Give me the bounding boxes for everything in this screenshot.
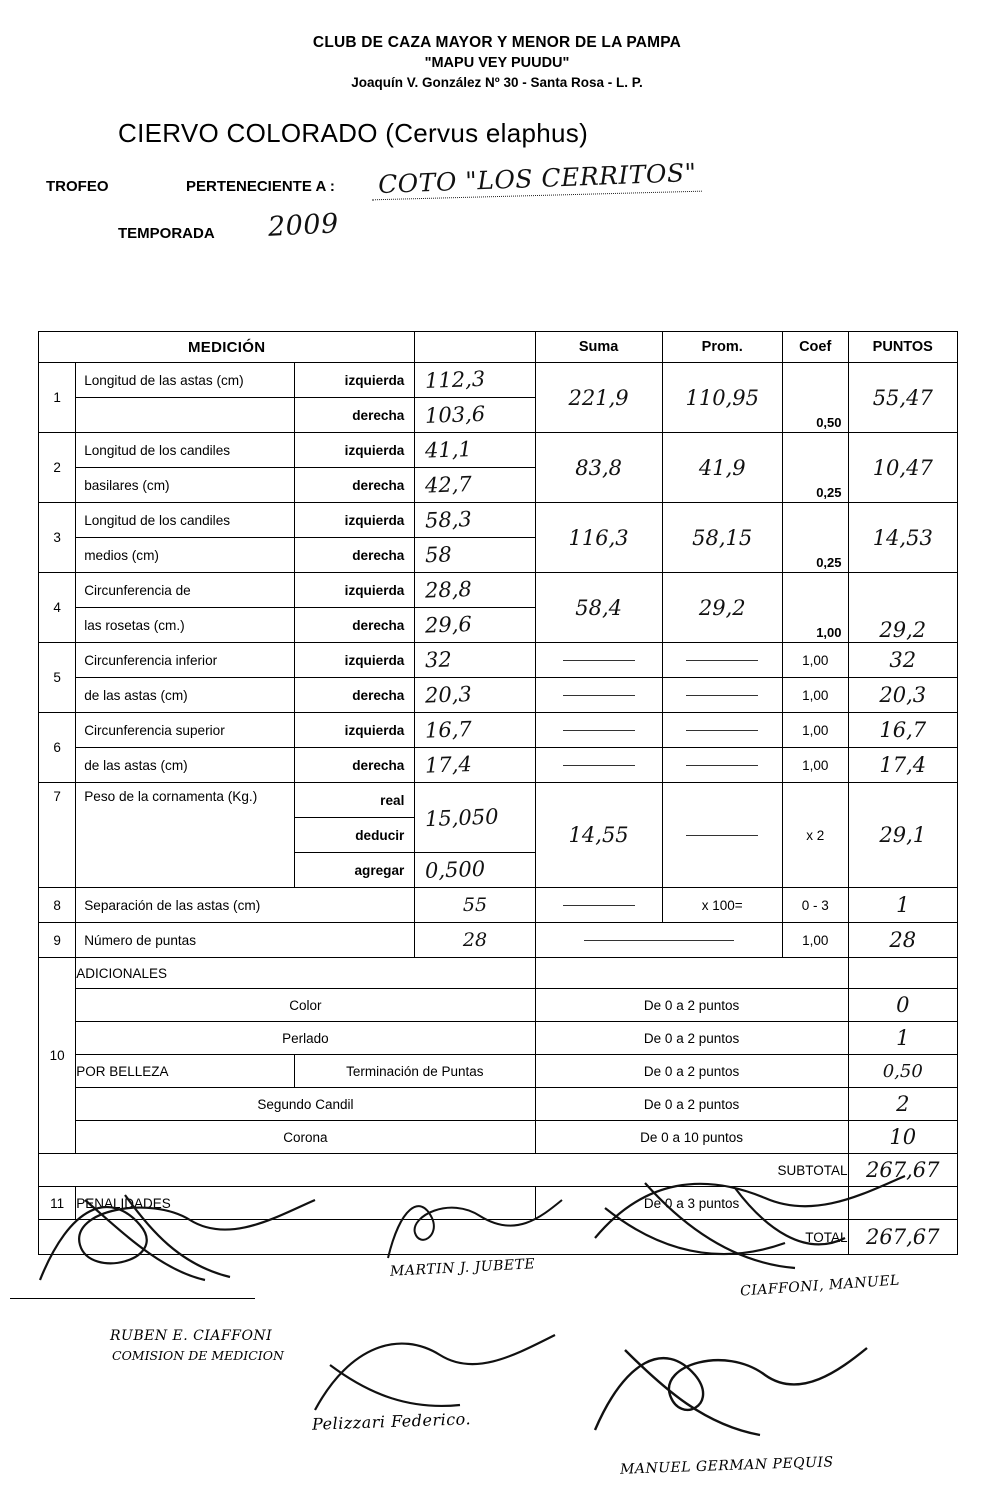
adicional-range: De 0 a 2 puntos — [535, 1022, 848, 1055]
row-side-right — [294, 468, 414, 503]
adicional-value — [848, 1121, 957, 1154]
row-side-left — [294, 643, 414, 678]
row-prom — [662, 503, 782, 573]
row-prom — [662, 433, 782, 503]
table-row — [39, 748, 958, 783]
table-row — [39, 643, 958, 678]
row-coef — [782, 363, 848, 433]
total-value-text: 267,67 — [866, 1225, 940, 1249]
row-value: 42,7 — [424, 472, 473, 498]
adicional-value-text: 0,50 — [882, 1060, 923, 1082]
empty-dash — [563, 905, 635, 906]
row-desc2 — [76, 468, 295, 503]
row-side-left — [294, 503, 414, 538]
adicional-value — [848, 1088, 957, 1121]
row-side-label: deducir — [355, 827, 405, 843]
signature-area — [0, 1150, 994, 1491]
row-coef: 0 - 3 — [782, 888, 848, 923]
row-side-right — [294, 748, 414, 783]
row-desc-text: Circunferencia superior — [84, 722, 225, 738]
row-desc — [76, 503, 295, 538]
row-desc-text: medios (cm) — [84, 547, 159, 563]
row-value-right — [415, 468, 535, 503]
row-side-agregar — [294, 853, 414, 888]
page-title: CIERVO COLORADO (Cervus elaphus) — [118, 118, 589, 148]
row-coef: x 2 — [782, 783, 848, 888]
table-row — [39, 888, 958, 923]
row-puntos — [848, 713, 957, 748]
penalidades-range: De 0 a 3 puntos — [535, 1187, 848, 1220]
row-prom — [662, 573, 782, 643]
row-suma-value: 83,8 — [575, 455, 622, 480]
row-suma — [535, 888, 662, 923]
row-value-left — [415, 503, 535, 538]
row-number: 1 — [39, 363, 76, 433]
adicional-value-text: 10 — [889, 1125, 917, 1149]
row-suma-value: 116,3 — [568, 525, 629, 550]
table-header-row — [39, 332, 958, 363]
row-number: 3 — [39, 503, 76, 573]
row-desc-text: las rosetas (cm.) — [84, 617, 185, 633]
row-side-label: izquierda — [344, 372, 405, 388]
row-value: 20,3 — [424, 682, 473, 708]
row-suma — [535, 678, 662, 713]
row-prom — [662, 748, 782, 783]
adicional-value — [848, 1022, 957, 1055]
row-suma — [535, 713, 662, 748]
row-value-right — [415, 398, 535, 433]
row-desc2 — [76, 398, 295, 433]
row-value-weight — [415, 783, 535, 853]
row-side-label: derecha — [352, 547, 405, 563]
row-puntos — [848, 678, 957, 713]
adicional-range: De 0 a 2 puntos — [535, 989, 848, 1022]
header-suma: Suma — [535, 332, 662, 363]
row-side-right — [294, 678, 414, 713]
row-side-left — [294, 713, 414, 748]
adicional-label: Terminación de Puntas — [294, 1055, 535, 1088]
row-value-left — [415, 363, 535, 398]
adicional-value — [848, 989, 957, 1022]
header-prom: Prom. — [662, 332, 782, 363]
row-value — [415, 923, 535, 958]
row-puntos — [848, 888, 957, 923]
perteneciente-label: PERTENECIENTE A : — [186, 178, 335, 195]
adicional-value — [848, 1055, 957, 1088]
row-value: 41,1 — [424, 437, 473, 463]
adicional-label: Segundo Candil — [76, 1088, 535, 1121]
club-name: CLUB DE CAZA MAYOR Y MENOR DE LA PAMPA — [312, 34, 682, 51]
adicional-range: De 0 a 2 puntos — [535, 1088, 848, 1121]
signature-name: MARTIN J. JUBETE — [389, 1256, 536, 1280]
row-suma — [535, 923, 782, 958]
row-side-right — [294, 608, 414, 643]
row-puntos-value: 55,47 — [872, 385, 933, 410]
row-side-label: izquierda — [344, 442, 405, 458]
adicional-label: Perlado — [76, 1022, 535, 1055]
signature-scribble — [380, 1188, 570, 1268]
adicional-item — [39, 1121, 958, 1154]
table-row — [39, 923, 958, 958]
row-side-left — [294, 573, 414, 608]
signature-name: RUBEN E. CIAFFONI — [110, 1328, 273, 1344]
row-coef — [782, 503, 848, 573]
row-value-right — [415, 748, 535, 783]
row-desc — [76, 363, 295, 398]
row-desc-text: Número de puntas — [84, 932, 197, 948]
row-prom — [662, 643, 782, 678]
row-prom — [662, 678, 782, 713]
row-coef — [782, 573, 848, 643]
belleza-label: POR BELLEZA — [76, 1055, 295, 1088]
row-prom-value: 58,15 — [692, 525, 753, 550]
document-header — [0, 34, 994, 90]
row-desc-text: Peso de la cornamenta (Kg.) — [84, 789, 258, 804]
measurement-table — [38, 331, 958, 1255]
empty-dash — [686, 695, 758, 696]
row-prom-value: 41,9 — [698, 455, 746, 480]
adicional-item — [39, 1088, 958, 1121]
row-coef: 1,00 — [782, 748, 848, 783]
row-suma — [535, 643, 662, 678]
row-coef-value: 0,50 — [816, 415, 842, 430]
signature-name: Pelizzari Federico. — [311, 1409, 472, 1434]
empty-dash — [686, 835, 758, 836]
row-desc-text: Longitud de los candiles — [84, 512, 231, 528]
perteneciente-value: COTO "LOS CERRITOS" — [377, 157, 698, 200]
row-side-label: derecha — [352, 477, 405, 493]
row-coef: 1,00 — [782, 923, 848, 958]
empty-dash — [563, 730, 635, 731]
row-desc — [76, 573, 295, 608]
row-desc-text: Circunferencia inferior — [84, 652, 218, 668]
club-motto: "MAPU VEY PUUDU" — [424, 55, 570, 71]
row-side-label: izquierda — [344, 722, 405, 738]
row-value: 112,3 — [424, 366, 486, 393]
adicional-value-text: 2 — [896, 1092, 910, 1116]
row-puntos — [848, 363, 957, 433]
temporada-label: TEMPORADA — [118, 225, 215, 242]
row-number: 4 — [39, 573, 76, 643]
row-coef-value: 0,25 — [816, 555, 842, 570]
empty-dash — [584, 940, 734, 941]
row-desc — [76, 433, 295, 468]
trofeo-label: TROFEO — [46, 178, 109, 195]
row-side-real — [294, 783, 414, 818]
row-puntos-value: 28 — [889, 928, 917, 952]
table-row — [39, 363, 958, 398]
table-row — [39, 503, 958, 538]
header-coef: Coef — [782, 332, 848, 363]
row-value-left — [415, 643, 535, 678]
row-prom — [662, 783, 782, 888]
row-value: 32 — [424, 647, 453, 673]
row-value-right — [415, 538, 535, 573]
row-value — [415, 888, 535, 923]
row-desc-text: de las astas (cm) — [84, 757, 188, 773]
table-row — [39, 433, 958, 468]
row-suma — [535, 573, 662, 643]
row-side-label: derecha — [352, 687, 405, 703]
row-value: 28,8 — [424, 577, 473, 603]
row-number: 8 — [39, 888, 76, 923]
row-number: 11 — [39, 1187, 76, 1220]
row-side-left — [294, 363, 414, 398]
row-suma — [535, 748, 662, 783]
row-puntos — [848, 643, 957, 678]
row-prom — [662, 363, 782, 433]
row-value: 15,050 — [424, 804, 500, 831]
row-side-label: izquierda — [344, 512, 405, 528]
table-row — [39, 678, 958, 713]
row-desc — [76, 783, 295, 888]
table-row — [39, 573, 958, 608]
row-desc2 — [76, 608, 295, 643]
row-value: 17,4 — [424, 752, 473, 778]
row-puntos — [848, 923, 957, 958]
adicional-value-text: 0 — [896, 993, 910, 1017]
row-number: 9 — [39, 923, 76, 958]
row-value: 58,3 — [424, 507, 473, 533]
row-value-right — [415, 608, 535, 643]
row-side-label: derecha — [352, 757, 405, 773]
subtotal-value-text: 267,67 — [866, 1158, 940, 1182]
row-suma-value: 221,9 — [568, 385, 629, 410]
adicional-label: Color — [76, 989, 535, 1022]
table-row — [39, 713, 958, 748]
signature-scribble — [585, 1330, 875, 1460]
row-puntos-value: 1 — [896, 893, 910, 917]
row-desc-text: basilares (cm) — [84, 477, 170, 493]
row-puntos — [848, 573, 957, 643]
row-puntos-value: 16,7 — [879, 718, 927, 742]
row-desc-text: de las astas (cm) — [84, 687, 188, 703]
empty-dash — [686, 765, 758, 766]
signature-name: CIAFFONI, MANUEL — [739, 1272, 901, 1300]
row-puntos — [848, 748, 957, 783]
row-value: 28 — [462, 929, 488, 951]
empty-dash — [563, 660, 635, 661]
row-number: 10 — [39, 958, 76, 1154]
row-number: 5 — [39, 643, 76, 713]
adicional-label: Corona — [76, 1121, 535, 1154]
adicionales-blank-pts — [848, 958, 957, 989]
adicional-range: De 0 a 10 puntos — [535, 1121, 848, 1154]
row-puntos-value: 17,4 — [879, 753, 927, 777]
row-number: 6 — [39, 713, 76, 783]
row-puntos-value: 14,53 — [872, 525, 933, 550]
header-medicion: MEDICIÓN — [39, 332, 415, 363]
row-side-label: real — [380, 792, 405, 808]
table-row-adicionales — [39, 958, 958, 989]
row-side-right — [294, 398, 414, 433]
adicionales-title: ADICIONALES — [76, 958, 535, 989]
row-suma — [535, 783, 662, 888]
row-puntos-value: 20,3 — [879, 683, 927, 707]
row-number: 2 — [39, 433, 76, 503]
row-value-right — [415, 678, 535, 713]
row-desc2 — [76, 748, 295, 783]
empty-dash — [563, 765, 635, 766]
table-row — [39, 783, 958, 818]
empty-dash — [686, 660, 758, 661]
signature-line — [10, 1298, 255, 1299]
adicional-range: De 0 a 2 puntos — [535, 1055, 848, 1088]
row-desc — [76, 713, 295, 748]
row-desc — [76, 923, 415, 958]
row-desc2 — [76, 678, 295, 713]
row-value: 55 — [462, 894, 488, 916]
adicional-item — [39, 989, 958, 1022]
row-desc2 — [76, 538, 295, 573]
signature-name: MANUEL GERMAN PEQUIS — [619, 1454, 834, 1478]
adicional-value-text: 1 — [896, 1026, 910, 1050]
row-puntos-value: 32 — [889, 648, 917, 672]
row-puntos — [848, 433, 957, 503]
row-suma — [535, 433, 662, 503]
row-coef-value: 1,00 — [816, 625, 842, 640]
header-valor — [415, 332, 535, 363]
row-prom — [662, 713, 782, 748]
row-value: 29,6 — [424, 612, 473, 638]
row-side-right — [294, 538, 414, 573]
row-value-left — [415, 713, 535, 748]
row-value: 103,6 — [424, 401, 486, 428]
row-desc-text: Longitud de los candiles — [84, 442, 231, 458]
subtotal-label: SUBTOTAL — [39, 1154, 849, 1187]
row-value-left — [415, 573, 535, 608]
total-label: TOTAL — [39, 1220, 849, 1255]
row-side-deducir — [294, 818, 414, 853]
row-coef: 1,00 — [782, 678, 848, 713]
row-side-label: izquierda — [344, 582, 405, 598]
row-number: 7 — [39, 783, 76, 888]
row-desc-text: Separación de las astas (cm) — [84, 897, 261, 913]
row-desc-text: Circunferencia de — [84, 582, 191, 598]
row-suma-value: 58,4 — [575, 595, 622, 620]
row-suma — [535, 503, 662, 573]
row-value: 58 — [424, 542, 453, 568]
temporada-value: 2009 — [267, 208, 340, 243]
row-suma-value: 14,55 — [568, 823, 629, 847]
row-desc-text: Longitud de las astas (cm) — [84, 372, 244, 388]
row-side-label: derecha — [352, 407, 405, 423]
row-puntos — [848, 503, 957, 573]
club-address: Joaquín V. González Nº 30 - Santa Rosa - L. P. — [351, 75, 643, 90]
row-value-agregar — [415, 853, 535, 888]
signature-role: COMISION DE MEDICION — [112, 1348, 284, 1363]
adicional-item — [39, 1055, 958, 1088]
row-prom: x 100= — [662, 888, 782, 923]
row-puntos-value: 29,2 — [879, 618, 927, 642]
adicional-item — [39, 1022, 958, 1055]
row-coef: 1,00 — [782, 713, 848, 748]
row-coef-value: 0,25 — [816, 485, 842, 500]
penalidades-label: PENALIDADES — [76, 1187, 535, 1220]
row-puntos — [848, 783, 957, 888]
row-side-left — [294, 433, 414, 468]
row-side-label: izquierda — [344, 652, 405, 668]
adicionales-blank — [535, 958, 848, 989]
row-coef — [782, 433, 848, 503]
row-suma — [535, 363, 662, 433]
row-side-label: agregar — [354, 862, 405, 878]
empty-dash — [563, 695, 635, 696]
empty-dash — [686, 730, 758, 731]
header-puntos: PUNTOS — [848, 332, 957, 363]
row-puntos-value: 29,1 — [879, 823, 927, 847]
row-side-label: derecha — [352, 617, 405, 633]
row-value-left — [415, 433, 535, 468]
row-desc — [76, 643, 295, 678]
signature-scribble — [30, 1185, 330, 1295]
row-desc — [76, 888, 415, 923]
row-prom-value: 110,95 — [685, 385, 759, 410]
row-value: 16,7 — [424, 717, 473, 743]
row-value: 0,500 — [424, 856, 486, 883]
row-coef: 1,00 — [782, 643, 848, 678]
row-puntos-value: 10,47 — [872, 455, 933, 480]
row-prom-value: 29,2 — [698, 595, 746, 620]
